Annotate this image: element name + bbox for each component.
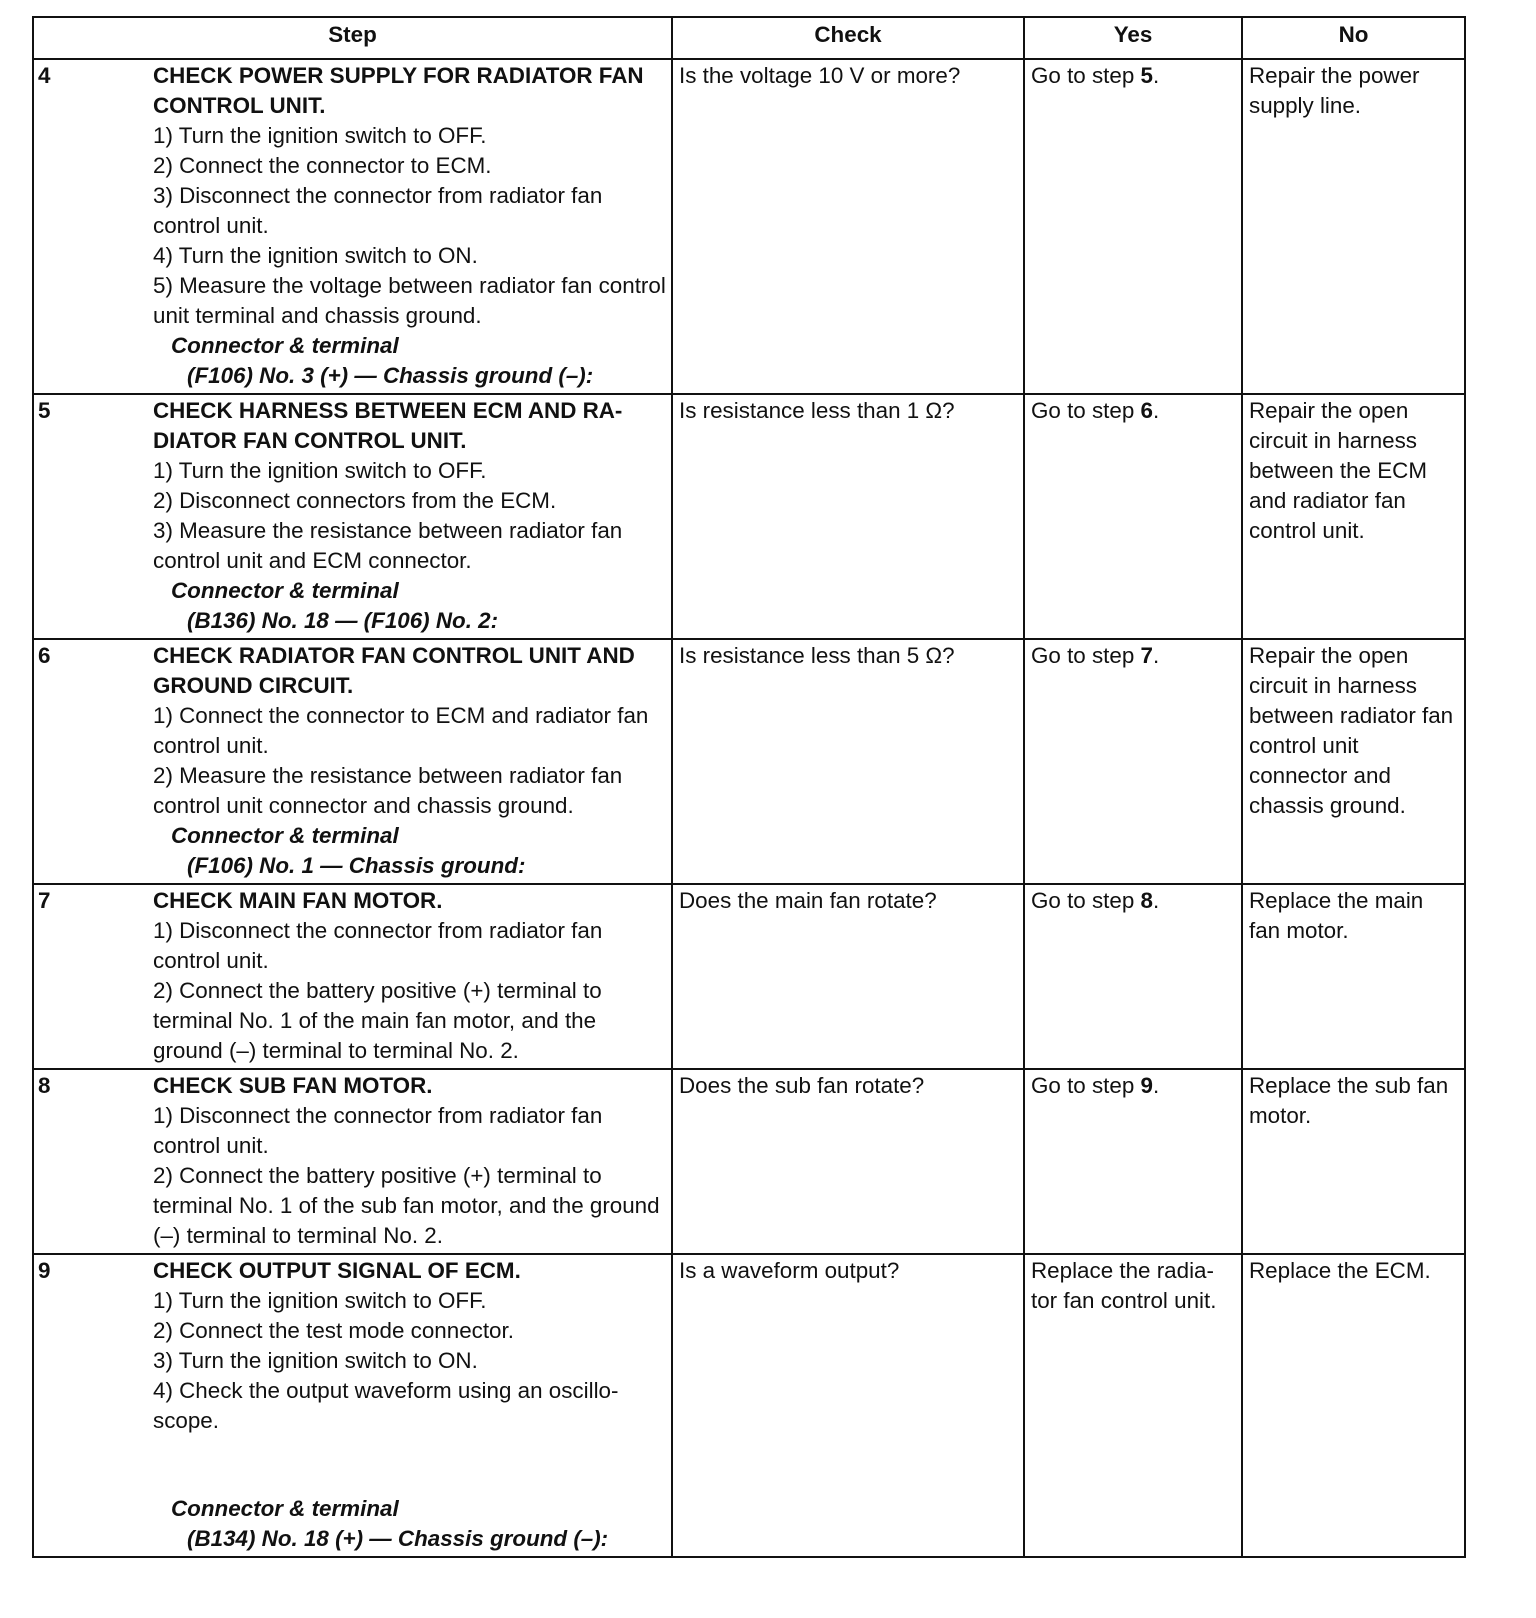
connector-value: (F106) No. 1 — Chassis ground: xyxy=(187,853,526,878)
step-title: CHECK SUB FAN MOTOR. xyxy=(153,1073,433,1098)
check-cell: Is resistance less than 1 Ω? xyxy=(672,394,1024,639)
yes-suffix: . xyxy=(1152,63,1160,88)
step-instruction: 1) Turn the ignition switch to OFF. xyxy=(153,123,487,148)
step-title: CHECK MAIN FAN MOTOR. xyxy=(153,888,443,913)
step-instruction: 1) Turn the ignition switch to OFF. xyxy=(153,458,487,483)
yes-cell xyxy=(1024,884,1242,1069)
header-check: Check xyxy=(672,17,1024,59)
yes-text: Go to step xyxy=(1031,888,1141,913)
check-cell: Is resistance less than 5 Ω? xyxy=(672,639,1024,884)
yes-suffix: . xyxy=(1152,888,1160,913)
check-cell: Does the main fan rotate? xyxy=(672,884,1024,1069)
no-cell: Replace the main fan motor. xyxy=(1242,884,1465,1069)
header-yes: Yes xyxy=(1024,17,1242,59)
step-instruction: 2) Measure the resistance between radiator fan control unit connector and chassis ground. xyxy=(153,763,623,818)
yes-suffix: . xyxy=(1152,643,1160,668)
blank-space xyxy=(153,1436,667,1494)
step-title: CHECK POWER SUPPLY FOR RADIATOR FAN CONTROL UNIT. xyxy=(153,63,644,118)
yes-suffix: . xyxy=(1152,1073,1160,1098)
step-number: 9 xyxy=(33,1254,149,1557)
no-cell: Replace the sub fan motor. xyxy=(1242,1069,1465,1254)
connector-value: (B136) No. 18 — (F106) No. 2: xyxy=(187,608,499,633)
yes-text: Go to step xyxy=(1031,398,1141,423)
step-instruction: 1) Disconnect the connector from radiator fan control unit. xyxy=(153,1103,603,1158)
yes-step-number: 6 xyxy=(1140,398,1153,423)
yes-cell xyxy=(1024,394,1242,639)
yes-text: Go to step xyxy=(1031,1073,1141,1098)
step-number: 6 xyxy=(33,639,149,884)
table-row xyxy=(33,884,1465,1069)
step-cell xyxy=(149,884,672,1069)
step-instruction: 2) Connect the test mode connector. xyxy=(153,1318,514,1343)
table-header-row xyxy=(33,17,1465,59)
yes-cell xyxy=(1024,1254,1242,1557)
step-instruction: 4) Turn the ignition switch to ON. xyxy=(153,243,478,268)
step-instruction: 3) Disconnect the connector from radiator fan control unit. xyxy=(153,183,603,238)
no-cell: Repair the power supply line. xyxy=(1242,59,1465,394)
yes-step-number: 5 xyxy=(1140,63,1153,88)
connector-label: Connector & terminal xyxy=(171,578,399,603)
yes-cell xyxy=(1024,639,1242,884)
table-body xyxy=(33,59,1465,1557)
step-instruction: 2) Disconnect connectors from the ECM. xyxy=(153,488,557,513)
step-instruction: 3) Turn the ignition switch to ON. xyxy=(153,1348,478,1373)
step-number: 7 xyxy=(33,884,149,1069)
no-cell: Repair the open circuit in harness between radiator fan control unit connector and chassis ground. xyxy=(1242,639,1465,884)
step-title: CHECK RADIATOR FAN CONTROL UNIT AND GROUND CIRCUIT. xyxy=(153,643,635,698)
diagnostic-table xyxy=(32,16,1466,1558)
step-instruction: 4) Check the output waveform using an oscillo-scope. xyxy=(153,1378,619,1433)
yes-text: Go to step xyxy=(1031,643,1141,668)
yes-text: Replace the radia-tor fan control unit. xyxy=(1031,1258,1217,1313)
step-number: 4 xyxy=(33,59,149,394)
yes-suffix: . xyxy=(1152,398,1160,423)
step-instruction: 3) Measure the resistance between radiator fan control unit and ECM connector. xyxy=(153,518,623,573)
step-cell xyxy=(149,1254,672,1557)
no-cell: Repair the open circuit in harness between the ECM and radiator fan control unit. xyxy=(1242,394,1465,639)
step-instruction: 2) Connect the battery positive (+) terminal to terminal No. 1 of the main fan motor, and the ground (–) terminal to terminal No. 2. xyxy=(153,978,602,1063)
yes-cell xyxy=(1024,59,1242,394)
connector-label: Connector & terminal xyxy=(171,823,399,848)
step-cell xyxy=(149,394,672,639)
connector-label: Connector & terminal xyxy=(171,333,399,358)
connector-value: (B134) No. 18 (+) — Chassis ground (–): xyxy=(187,1526,609,1551)
step-instruction: 2) Connect the connector to ECM. xyxy=(153,153,492,178)
table-row xyxy=(33,59,1465,394)
step-title: CHECK HARNESS BETWEEN ECM AND RA-DIATOR FAN CONTROL UNIT. xyxy=(153,398,623,453)
no-cell: Replace the ECM. xyxy=(1242,1254,1465,1557)
step-cell xyxy=(149,59,672,394)
table-row xyxy=(33,394,1465,639)
step-instruction: 1) Connect the connector to ECM and radiator fan control unit. xyxy=(153,703,649,758)
step-title: CHECK OUTPUT SIGNAL OF ECM. xyxy=(153,1258,521,1283)
step-instruction: 2) Connect the battery positive (+) terminal to terminal No. 1 of the sub fan motor, and the ground (–) terminal to terminal No. 2. xyxy=(153,1163,660,1248)
step-instruction: 5) Measure the voltage between radiator fan control unit terminal and chassis ground. xyxy=(153,273,666,328)
step-cell xyxy=(149,639,672,884)
header-no: No xyxy=(1242,17,1465,59)
check-cell: Does the sub fan rotate? xyxy=(672,1069,1024,1254)
connector-value: (F106) No. 3 (+) — Chassis ground (–): xyxy=(187,363,594,388)
check-cell: Is the voltage 10 V or more? xyxy=(672,59,1024,394)
step-instruction: 1) Disconnect the connector from radiator fan control unit. xyxy=(153,918,603,973)
check-cell: Is a waveform output? xyxy=(672,1254,1024,1557)
yes-step-number: 7 xyxy=(1140,643,1153,668)
table-row xyxy=(33,1069,1465,1254)
table-row xyxy=(33,639,1465,884)
yes-text: Go to step xyxy=(1031,63,1141,88)
yes-cell xyxy=(1024,1069,1242,1254)
header-step: Step xyxy=(33,17,672,59)
step-cell xyxy=(149,1069,672,1254)
step-number: 5 xyxy=(33,394,149,639)
yes-step-number: 9 xyxy=(1140,1073,1153,1098)
step-number: 8 xyxy=(33,1069,149,1254)
table-row xyxy=(33,1254,1465,1557)
yes-step-number: 8 xyxy=(1140,888,1153,913)
connector-label: Connector & terminal xyxy=(171,1496,399,1521)
step-instruction: 1) Turn the ignition switch to OFF. xyxy=(153,1288,487,1313)
